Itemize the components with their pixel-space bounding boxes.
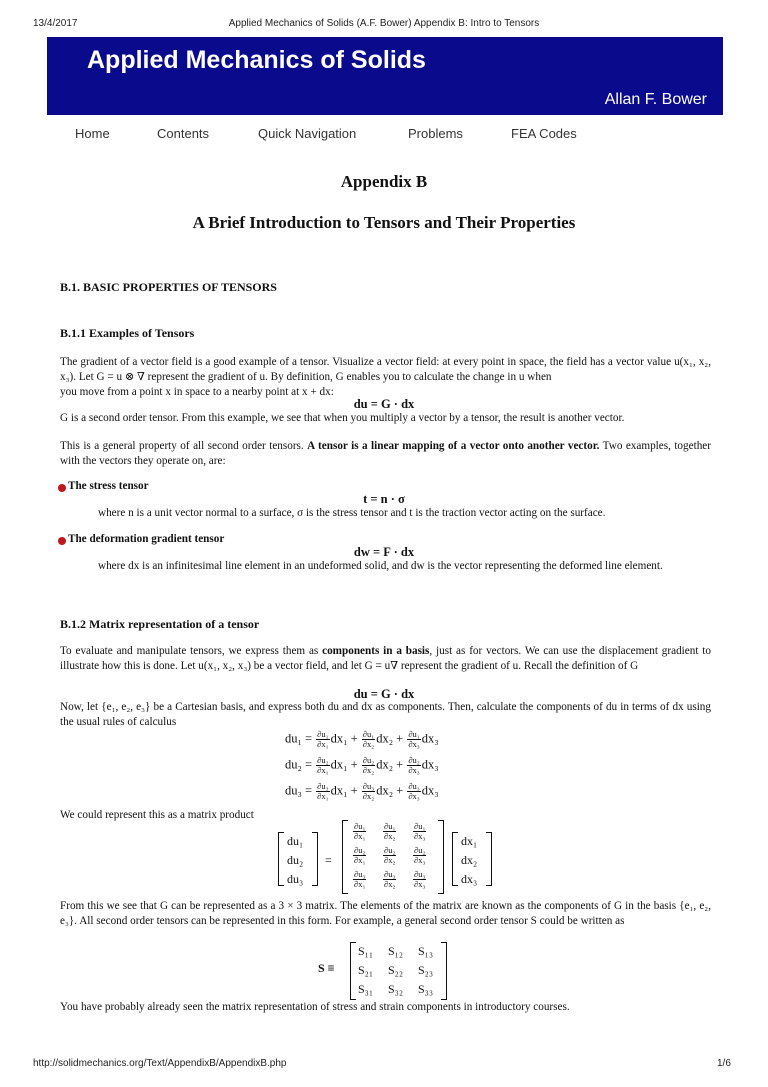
frac-num: ∂u₁ <box>414 821 426 831</box>
p3-a: This is a general property of all second order tensors. <box>60 440 308 452</box>
frac-den: ∂x₁ <box>354 855 366 865</box>
du-vector-cell: du₁ <box>287 834 304 848</box>
equation-du-gdx-2: du = G · dx <box>353 687 415 701</box>
p4-c: , just as for vectors. We can use the displacement gradient to illustrate how this is done. Let u(x₁, x₂, x₃) be a vector field, and let G = u∇ represent the gradient of u. Recall the definition of G <box>60 645 711 672</box>
fraction <box>353 822 366 841</box>
dx-vector-cell: dx₂ <box>461 853 478 867</box>
frac-den: ∂x₃ <box>408 765 420 775</box>
left-bracket <box>278 832 284 886</box>
term: dx₂ + <box>376 783 404 798</box>
fraction <box>362 782 375 801</box>
s-lhs: S ≡ <box>318 961 335 975</box>
left-bracket <box>342 820 348 894</box>
term: dx₁ + <box>330 783 358 798</box>
frac-den: ∂x₂ <box>362 791 375 801</box>
right-bracket <box>438 820 444 894</box>
s-cell: S₃₁ <box>358 982 374 996</box>
term: dx₁ + <box>330 757 358 772</box>
frac-den: ∂x₃ <box>414 879 426 889</box>
matrix-product <box>278 820 508 892</box>
frac-num: ∂u₂ <box>384 845 396 855</box>
paragraph-3x3-matrix: From this we see that G can be represented as a 3 × 3 matrix. The elements of the matrix are known as the components of G in the basis {e₁, e₂, e₃}. All second order tensors can be represented in this form. For example, a general second order tensor S could be written as <box>60 900 711 927</box>
frac-den: ∂x₁ <box>354 879 366 889</box>
equals-sign: = <box>325 853 332 867</box>
du-vector-cell: du₃ <box>287 872 304 886</box>
component-row <box>285 730 505 756</box>
fraction <box>407 756 420 775</box>
frac-num: ∂u₁ <box>354 821 366 831</box>
s-matrix-equation <box>318 940 458 1000</box>
appendix-heading: Appendix B <box>340 172 428 191</box>
frac-num: ∂u₁ <box>384 821 396 831</box>
dx-vector-cell: dx₁ <box>461 834 478 848</box>
fraction <box>383 846 396 865</box>
frac-den: ∂x₃ <box>414 855 426 865</box>
fraction <box>316 730 329 749</box>
left-bracket <box>350 942 356 1000</box>
component-row <box>285 756 505 782</box>
site-banner <box>47 37 723 115</box>
term: dx₃ <box>421 731 439 746</box>
frac-den: ∂x₁ <box>354 831 366 841</box>
fraction <box>353 870 366 889</box>
s-cell: S₃₂ <box>388 982 404 996</box>
bullet-stress-heading: The stress tensor <box>68 480 149 492</box>
s-cell: S₂₁ <box>358 963 374 977</box>
paragraph-stress-strain: You have probably already seen the matrix representation of stress and strain components in introductory courses. <box>60 1001 570 1013</box>
s-cell: S₁₃ <box>418 944 434 958</box>
frac-den: ∂x₂ <box>362 765 375 775</box>
paragraph-gradient-intro <box>60 355 711 400</box>
term: dx₃ <box>421 783 439 798</box>
fraction <box>413 846 426 865</box>
frac-den: ∂x₂ <box>384 879 396 889</box>
s-cell: S₁₂ <box>388 944 404 958</box>
frac-num: ∂u₃ <box>354 869 366 879</box>
nav-contents[interactable]: Contents <box>157 126 210 141</box>
nav-home[interactable]: Home <box>75 126 110 141</box>
banner-author: Allan F. Bower <box>604 91 707 108</box>
frac-den: ∂x₃ <box>414 831 426 841</box>
frac-num: ∂u₂ <box>414 845 426 855</box>
frac-num: ∂u₁ <box>317 729 329 739</box>
p3-c: Two examples, together with the vectors they operate on, are: <box>60 440 711 467</box>
fraction <box>362 730 375 749</box>
section-b1-heading: B.1. BASIC PROPERTIES OF TENSORS <box>60 280 277 294</box>
frac-num: ∂u₁ <box>408 729 420 739</box>
frac-den: ∂x₂ <box>362 739 375 749</box>
frac-den: ∂x₁ <box>317 765 329 775</box>
frac-num: ∂u₃ <box>414 869 426 879</box>
footer-page: 1/6 <box>717 1058 731 1069</box>
s-cell: S₂₂ <box>388 963 404 977</box>
right-bracket <box>312 832 318 886</box>
frac-den: ∂x₂ <box>384 831 396 841</box>
nav-fea-codes[interactable]: FEA Codes <box>511 126 577 141</box>
fraction <box>362 756 375 775</box>
frac-den: ∂x₂ <box>384 855 396 865</box>
term: dx₂ + <box>376 757 404 772</box>
fraction <box>316 782 329 801</box>
footer-url[interactable]: http://solidmechanics.org/Text/AppendixB/AppendixB.php <box>33 1058 287 1069</box>
fraction <box>383 822 396 841</box>
section-b11-heading: B.1.1 Examples of Tensors <box>60 326 195 340</box>
frac-num: ∂u₃ <box>317 781 329 791</box>
row-lhs: du₂ = <box>285 757 313 772</box>
frac-num: ∂u₂ <box>354 845 366 855</box>
frac-den: ∂x₃ <box>408 791 420 801</box>
frac-den: ∂x₁ <box>317 739 329 749</box>
nav-problems[interactable]: Problems <box>408 126 463 141</box>
equation-stress: t = n · σ <box>363 492 405 506</box>
paragraph-matrix-product: We could represent this as a matrix product <box>60 809 254 821</box>
p1-line-c: you move from a point x in space to a nearby point at x + dx: <box>60 386 334 398</box>
p1-line-a: The gradient of a vector field is a good example of a tensor. Visualize a vector field: at every point in space, the field has a vector value <box>60 356 675 368</box>
frac-den: ∂x₃ <box>408 739 420 749</box>
print-date: 13/4/2017 <box>33 18 78 29</box>
s-cell: S₁₁ <box>358 944 374 958</box>
p3-b: A tensor is a linear mapping of a vector onto another vector. <box>307 440 600 452</box>
page-title: A Brief Introduction to Tensors and Their Properties <box>192 213 576 232</box>
bullet-deformation-text: where dx is an infinitesimal line element in an undeformed solid, and dw is the vector representing the deformed line element. <box>98 560 663 572</box>
bullet-stress-text: where n is a unit vector normal to a surface, σ is the stress tensor and t is the traction vector acting on the surface. <box>98 507 606 519</box>
frac-den: ∂x₁ <box>317 791 329 801</box>
frac-num: ∂u₁ <box>362 729 375 739</box>
paragraph-cartesian-basis: Now, let {e₁, e₂, e₃} be a Cartesian basis, and express both du and dx as components. Then, calculate the components of du in terms of dx using the usual rules of calculus <box>60 701 711 728</box>
s-cell: S₂₃ <box>418 963 434 977</box>
fraction <box>383 870 396 889</box>
bullet-dot-icon <box>58 484 66 492</box>
dx-vector-cell: dx₃ <box>461 872 478 886</box>
frac-num: ∂u₃ <box>362 781 375 791</box>
frac-num: ∂u₂ <box>317 755 329 765</box>
p1-line-b: u(x₁, x₂, x₃). Let G = u ⊗ ∇ represent the gradient of u. By definition, G enables you to calculate the change in u when <box>60 356 711 383</box>
right-bracket <box>486 832 492 886</box>
bullet-deformation-heading: The deformation gradient tensor <box>68 533 225 545</box>
fraction <box>413 822 426 841</box>
equation-deformation: dw = F · dx <box>353 545 415 559</box>
print-title: Applied Mechanics of Solids (A.F. Bower) Appendix B: Intro to Tensors <box>228 18 540 29</box>
paragraph-second-order: G is a second order tensor. From this example, we see that when you multiply a vector by a tensor, the result is another vector. <box>60 412 625 424</box>
component-equations <box>285 730 505 808</box>
term: dx₂ + <box>376 731 404 746</box>
bullet-dot-icon <box>58 537 66 545</box>
nav-quick-navigation[interactable]: Quick Navigation <box>258 126 357 141</box>
term: dx₁ + <box>330 731 358 746</box>
frac-num: ∂u₃ <box>408 781 420 791</box>
fraction <box>413 870 426 889</box>
component-row <box>285 782 505 808</box>
frac-num: ∂u₂ <box>362 755 375 765</box>
p4-a: To evaluate and manipulate tensors, we express them as <box>60 645 323 657</box>
frac-num: ∂u₃ <box>384 869 396 879</box>
right-bracket <box>441 942 447 1000</box>
fraction <box>316 756 329 775</box>
paragraph-general-property <box>60 439 711 469</box>
row-lhs: du₁ = <box>285 731 313 746</box>
fraction <box>407 730 420 749</box>
equation-du-gdx: du = G · dx <box>353 397 415 411</box>
left-bracket <box>452 832 458 886</box>
paragraph-components-intro <box>60 644 711 674</box>
fraction <box>353 846 366 865</box>
row-lhs: du₃ = <box>285 783 313 798</box>
p4-b: components in a basis <box>322 645 430 657</box>
fraction <box>407 782 420 801</box>
term: dx₃ <box>421 757 439 772</box>
banner-title: Applied Mechanics of Solids <box>87 46 426 74</box>
frac-num: ∂u₂ <box>408 755 420 765</box>
s-cell: S₃₃ <box>418 982 434 996</box>
section-b12-heading: B.1.2 Matrix representation of a tensor <box>60 617 260 631</box>
du-vector-cell: du₂ <box>287 853 304 867</box>
